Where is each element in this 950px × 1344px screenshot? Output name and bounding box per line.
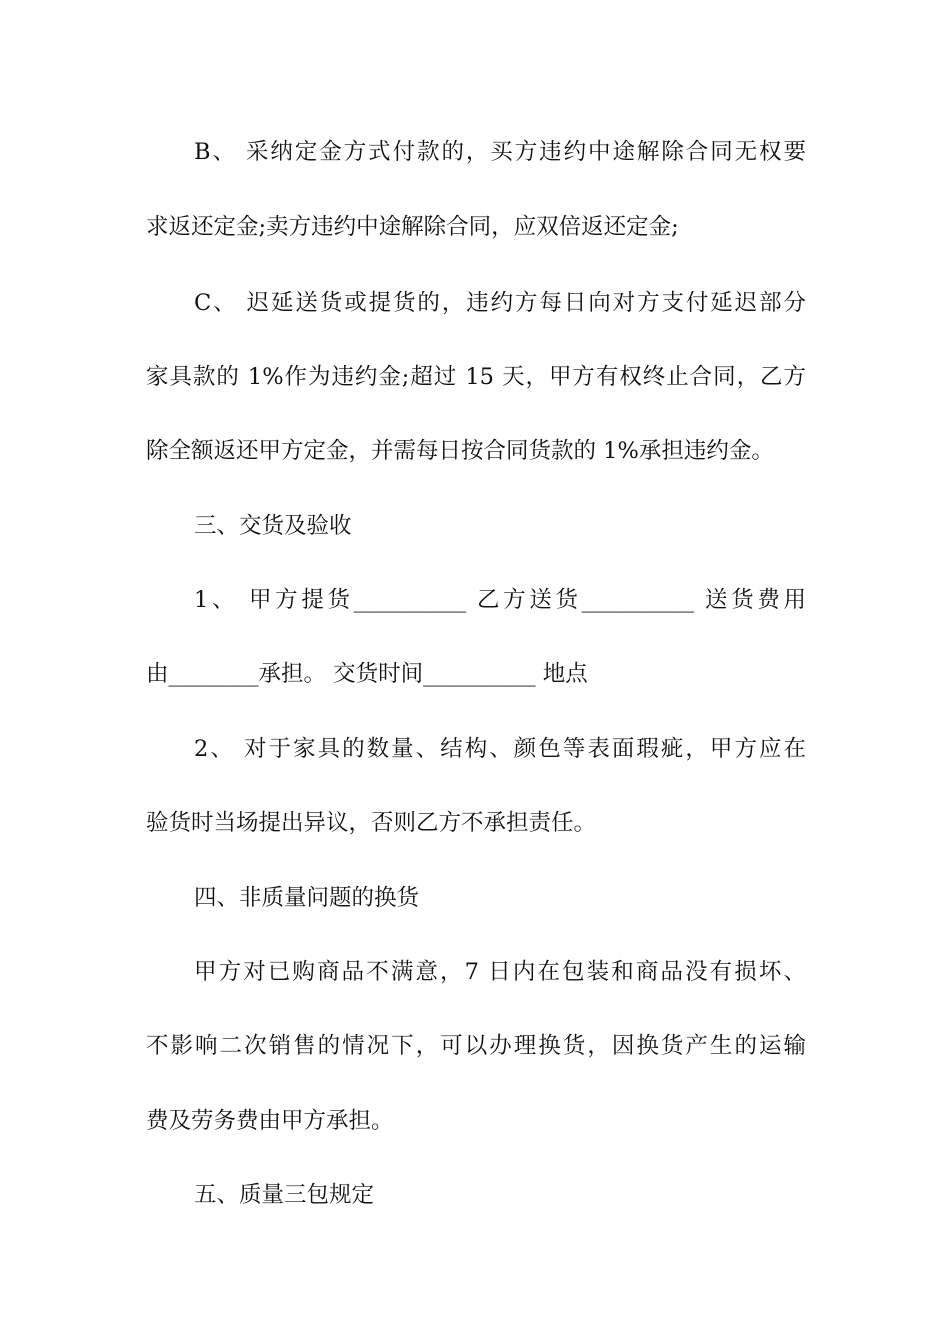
section-heading-delivery: 三、交货及验收 bbox=[194, 513, 352, 539]
section-heading-warranty: 五、质量三包规定 bbox=[194, 1182, 375, 1208]
exchange-line-2: 不影响二次销售的情况下，可以办理换货，因换货产生的运输 bbox=[146, 1033, 806, 1059]
clause-b-line-2: 求返还定金;卖方违约中途解除合同，应双倍返还定金; bbox=[146, 214, 679, 240]
clause-1-line-1: 1、 甲方提货__________ 乙方送货__________ 送货费用 bbox=[194, 587, 806, 613]
exchange-line-1: 甲方对已购商品不满意，7 日内在包装和商品没有损坏、 bbox=[194, 959, 806, 985]
clause-2-line-2: 验货时当场提出异议，否则乙方不承担责任。 bbox=[146, 810, 597, 836]
exchange-line-3: 费及劳务费由甲方承担。 bbox=[146, 1108, 394, 1134]
section-heading-exchange: 四、非质量问题的换货 bbox=[194, 885, 420, 911]
clause-c-line-2: 家具款的 1%作为违约金;超过 15 天，甲方有权终止合同，乙方 bbox=[146, 364, 806, 390]
clause-c-line-3: 除全额返还甲方定金，并需每日按合同货款的 1%承担违约金。 bbox=[146, 438, 774, 464]
clause-1-line-2: 由________承担。 交货时间__________ 地点 bbox=[146, 661, 588, 687]
clause-b-line-1: B、 采纳定金方式付款的，买方违约中途解除合同无权要 bbox=[194, 139, 806, 165]
clause-c-line-1: C、 迟延送货或提货的，违约方每日向对方支付延迟部分 bbox=[194, 290, 806, 316]
clause-2-line-1: 2、 对于家具的数量、结构、颜色等表面瑕疵，甲方应在 bbox=[194, 736, 806, 762]
